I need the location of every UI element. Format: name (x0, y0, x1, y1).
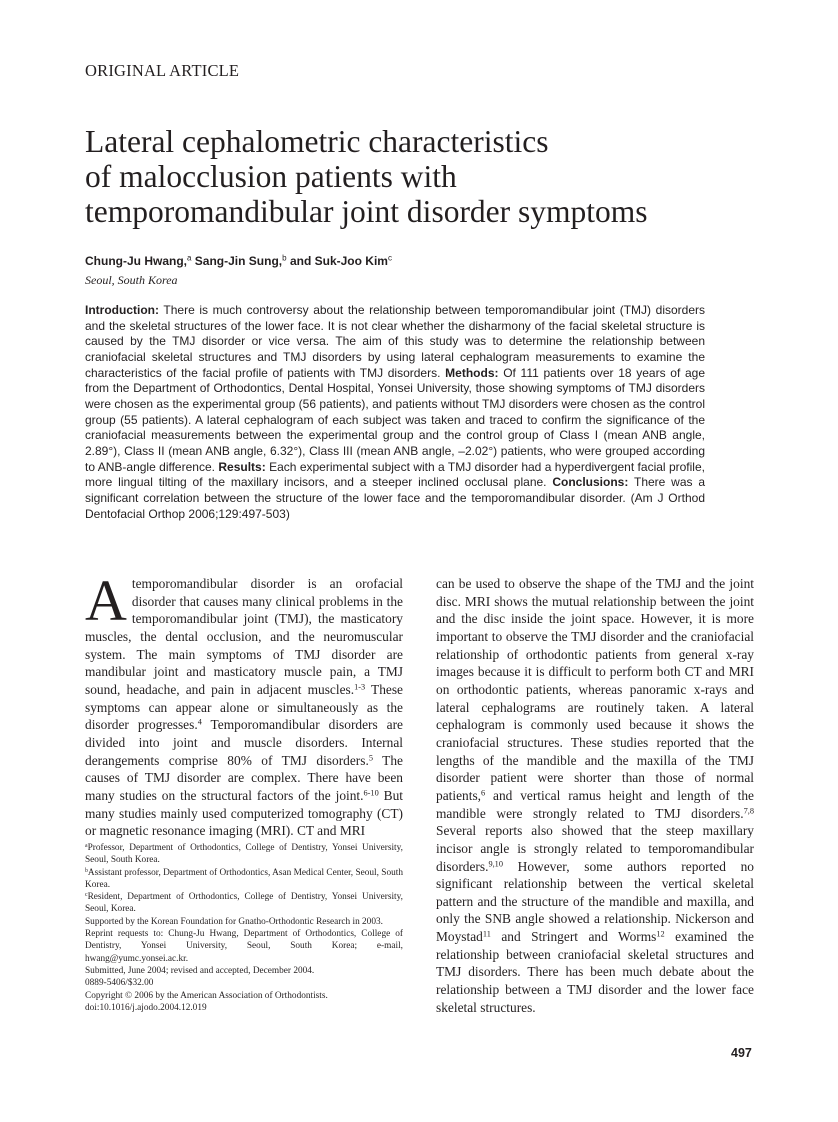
affiliation-mark: c (387, 253, 392, 263)
citation-ref: 4 (197, 717, 202, 727)
body-text: Several reports also showed that the steep maxillary incisor angle is strongly related to temporomandibular disorders. (436, 823, 754, 874)
footnote-mark: c (85, 892, 88, 899)
citation-ref: 11 (482, 929, 491, 939)
footnote-text: Resident, Department of Orthodontics, College of Dentistry, Yonsei University, Seoul, Korea. (85, 892, 403, 915)
footnote-mark: a (85, 842, 88, 849)
drop-cap: A (85, 568, 127, 633)
body-column-right (436, 575, 754, 1016)
citation-ref: 7,8 (743, 805, 754, 815)
article-title (85, 124, 765, 229)
footnote-copyright: Copyright © 2006 by the American Association of Orthodontists. (85, 990, 328, 1001)
abstract (85, 303, 705, 522)
footnote-mark: b (85, 867, 88, 874)
title-line: temporomandibular joint disorder symptoms (85, 194, 648, 229)
citation-ref: 6 (481, 788, 486, 798)
body-text: However, some authors reported no significant relationship between the vertical skeletal pattern and the structure of the mandible and maxilla, and only the SNB angle showed a relationship. Nickerson and Moystad (436, 858, 754, 945)
footnote-submitted: Submitted, June 2004; revised and accepted, December 2004. (85, 965, 315, 976)
author-name: Sang-Jin Sung, (194, 254, 283, 268)
author-name: Suk-Joo Kim (314, 254, 388, 268)
footnote-support: Supported by the Korean Foundation for Gnatho-Orthodontic Research in 2003. (85, 916, 383, 927)
body-text: The causes of TMJ disorder are complex. There have been many studies on the structural factors of the joint. (85, 752, 403, 803)
body-text: Temporomandibular disorders are divided into joint and muscle disorders. Internal derangements comprise 80% of TMJ disorders. (85, 717, 403, 768)
citation-ref: 12 (656, 929, 665, 939)
affiliation-mark: a (187, 253, 192, 263)
body-paragraph (436, 575, 754, 1016)
title-line: Lateral cephalometric characteristics (85, 124, 549, 159)
abstract-conclusions: There was a significant correlation between the structure of the lower face and the temporomandibular disorder. (Am J Orthod Dentofacial Orthop 2006;129:497-503) (85, 475, 706, 521)
body-paragraph (85, 568, 404, 840)
citation-ref: 5 (368, 753, 373, 762)
section-label: ORIGINAL ARTICLE (85, 61, 240, 80)
abstract-intro: There is much controversy about the relationship between temporomandibular joint (TMJ) disorders and the skeletal structures of the lower face. It is not clear whether the disharmony of the facial skeletal structure is caused by the TMJ disorder or vice versa. The aim of this study was to determine the relationship between craniofacial skeletal structures and TMJ disorders by using lateral cephalogram measurements to examine the characteristics of the facial profile of patients with TMJ disorders. (85, 303, 706, 380)
body-text: These symptoms can appear alone or simultaneously as the disorder progresses. (85, 681, 403, 733)
body-text: and vertical ramus height and length of the mandible were strongly related to TMJ disorders. (436, 787, 754, 821)
body-text: temporomandibular disorder is an orofacial disorder that causes many clinical problems in the temporomandibular joint (TMJ), the masticatory muscles, the dental occlusion, and the neuromuscular system. The main symptoms of TMJ disorder are mandibular joint and masticatory muscle pain, a TMJ sound, headache, and pain in adjacent muscles. (85, 576, 403, 697)
abstract-methods: Of 111 patients over 18 years of age from the Department of Orthodontics, Dental Hospital, Yonsei University, those showing symptoms of TMJ disorders were chosen as the experimental group (56 patients), and patients without TMJ disorders were chosen as the control group (55 patients). A lateral cephalogram of each subject was taken and traced to confirm the significance of the craniofacial measurements between the experimental group and the control group of Class I (mean ANB angle, 2.89°), Class II (mean ANB angle, 6.32°), Class III (mean ANB angle, –2.02°) patients, who were grouped according to ANB-angle difference. (85, 365, 706, 474)
body-text: can be used to observe the shape of the TMJ and the joint disc. MRI shows the mutual relationship between the joint and the disc inside the joint space. However, it is more important to observe the TMJ disorder and the craniofacial relationship of orthodontic patients from general x-ray images because it is difficult to perform both CT and MRI on orthodontic patients, whereas panoramic x-rays and lateral cephalograms are routinely taken. A lateral cephalogram is commonly used because it shows the craniofacial structures. These studies reported that the lengths of the mandible and the maxilla of the TMJ disorder patient were shorter than those of normal patients, (436, 576, 754, 803)
abstract-intro-label: Introduction: (85, 303, 159, 317)
body-text: examined the relationship between craniofacial skeletal structures and TMJ disorders. There has been much debate about the relationship between a TMJ disorder and the lower face skeletal structures. (436, 929, 754, 1015)
footnote (85, 842, 403, 867)
author-list (85, 254, 392, 268)
footnote-reprint: Reprint requests to: Chung-Ju Hwang, Department of Orthodontics, College of Dentistry, Yonsei University, Seoul, South Korea; e-mail, hwang@yumc.yonsei.ac.kr. (85, 929, 403, 964)
author-location: Seoul, South Korea (85, 273, 178, 287)
footnotes (85, 842, 403, 1014)
footnote (85, 891, 403, 916)
abstract-methods-label: Methods: (445, 365, 499, 380)
body-text: But many studies mainly used computerized tomography (CT) or magnetic resonance imaging (MRI). CT and MRI (85, 787, 404, 839)
abstract-results: Each experimental subject with a TMJ disorder had a hyperdivergent facial profile, more lingual tilting of the maxillary incisors, and a steeper inclined occlusal plane. (85, 459, 705, 490)
title-line: of malocclusion patients with (85, 159, 457, 194)
author-name: Chung-Ju Hwang, (85, 254, 187, 268)
citation-ref: 1-3 (354, 682, 366, 692)
footnote-text: Assistant professor, Department of Orthodontics, Asan Medical Center, Seoul, South Korea. (85, 867, 403, 890)
abstract-results-label: Results: (218, 459, 266, 474)
citation-ref: 9,10 (488, 858, 503, 868)
footnote (85, 867, 403, 892)
footnote-text: Professor, Department of Orthodontics, College of Dentistry, Yonsei University, Seoul, South Korea. (85, 843, 403, 866)
body-column-left (85, 568, 404, 840)
footnote-doi: doi:10.1016/j.ajodo.2004.12.019 (85, 1002, 207, 1013)
author-connector: and (289, 254, 312, 268)
citation-ref: 6-10 (363, 788, 379, 798)
body-text: and Stringert and Worms (490, 929, 657, 945)
abstract-conclusions-label: Conclusions: (552, 475, 629, 490)
affiliation-mark: b (282, 253, 287, 263)
footnote-issn: 0889-5406/$32.00 (85, 978, 154, 989)
page-number: 497 (731, 1046, 752, 1060)
